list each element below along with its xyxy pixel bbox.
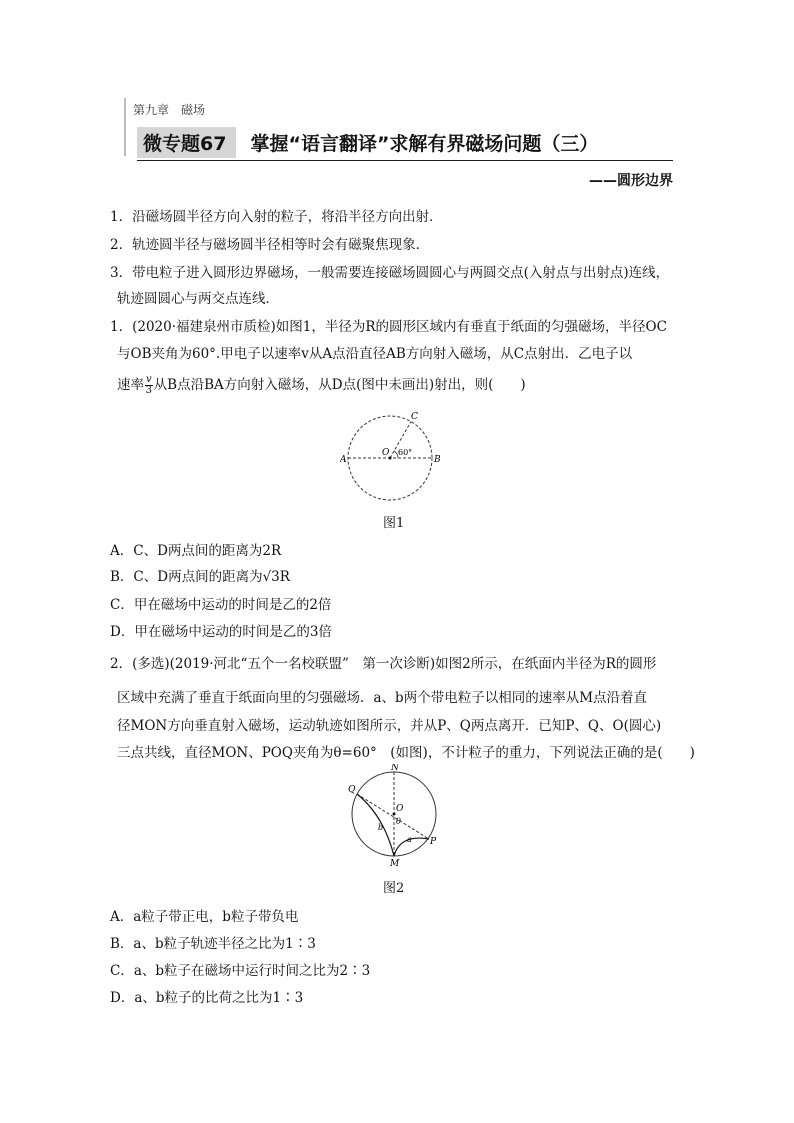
- key-point-3: 3．带电粒子进入圆形边界磁场，一般需要连接磁场圆圆心与两圆交点(入射点与出射点)连线，: [110, 265, 670, 281]
- q1-stem-line-1: 1．(2020·福建泉州市质检)如图1，半径为R的圆形区域内有垂直于纸面的匀强磁场，半径OC: [110, 319, 667, 335]
- key-point-3-cont: 轨迹圆圆心与两交点连线．: [117, 291, 279, 307]
- q2-stem-line-1: 2．(多选)(2019·河北“五个一名校联盟” 第一次诊断)如图2所示，在纸面内半径为R的圆形: [110, 656, 657, 672]
- q2-stem-line-2: 区域中充满了垂直于纸面向里的匀强磁场．a、b两个带电粒子以相同的速率从M点沿着直: [117, 690, 648, 706]
- label-p: P: [430, 837, 437, 847]
- q1-stem-line-3-suffix: 从B点沿BA方向射入磁场，从D点(图中未画出)射出，则( ): [153, 377, 526, 393]
- key-point-2: 2．轨迹圆半径与磁场圆半径相等时会有磁聚焦现象．: [110, 237, 430, 253]
- q1-stem-line-3-prefix: 速率: [117, 377, 144, 393]
- figure-2-caption: 图2: [383, 881, 405, 896]
- label-m: M: [390, 859, 400, 869]
- figure-1-caption: 图1: [383, 516, 405, 531]
- title-row: [137, 127, 598, 157]
- label-c: C: [411, 412, 418, 422]
- label-a: A: [340, 455, 347, 465]
- label-b: b: [378, 823, 384, 832]
- title-divider: [137, 160, 673, 161]
- q1-option-a: A．C、D两点间的距离为2R: [110, 543, 282, 559]
- label-b: B: [434, 455, 441, 465]
- label-o: O: [396, 804, 404, 814]
- fraction-v-over-3: [145, 375, 153, 396]
- label-theta: θ: [396, 817, 401, 826]
- q1-stem-line-2: 与OB夹角为60°.甲电子以速率v从A点沿直径AB方向射入磁场，从C点射出．乙电子以: [117, 346, 633, 362]
- q2-option-b: B．a、b粒子轨迹半径之比为1∶3: [110, 936, 316, 952]
- chapter-label: 第九章 磁场: [133, 103, 206, 117]
- q2-stem-line-4: 三点共线，直径MON、POQ夹角为θ=60° (如图)，不计粒子的重力，下列说法正确的是( ): [117, 745, 695, 761]
- q2-option-a: A．a粒子带正电，b粒子带负电: [110, 909, 299, 925]
- q1-option-d: D．甲在磁场中运动的时间是乙的3倍: [110, 624, 332, 640]
- label-a: a: [407, 835, 412, 844]
- q1-stem-line-3: [117, 373, 526, 396]
- label-angle: 60°: [398, 448, 413, 457]
- q1-option-c: C．甲在磁场中运动的时间是乙的2倍: [110, 597, 332, 613]
- label-o: O: [382, 448, 390, 458]
- topic-number-tag: 微专题67: [137, 127, 236, 158]
- header-accent-bar: [124, 98, 126, 156]
- label-n: N: [391, 764, 399, 773]
- q2-stem-line-3: 径MON方向垂直射入磁场，运动轨迹如图所示，并从P、Q两点离开．已知P、Q、O(圆心): [117, 718, 662, 734]
- figure-2-diagram: [344, 764, 444, 870]
- page-subtitle: ——圆形边界: [589, 173, 673, 189]
- figure-1-diagram: [340, 408, 450, 508]
- label-q: Q: [348, 785, 356, 795]
- q2-option-d: D．a、b粒子的比荷之比为1∶3: [110, 990, 304, 1006]
- line-poq: [357, 794, 429, 839]
- q2-option-c: C．a、b粒子在磁场中运行时间之比为2∶3: [110, 963, 371, 979]
- key-point-1: 1．沿磁场圆半径方向入射的粒子，将沿半径方向出射．: [110, 209, 443, 225]
- trajectory-b: [357, 794, 394, 856]
- page-title: 掌握“语言翻译”求解有界磁场问题（三）: [250, 132, 599, 155]
- fraction-denominator: 3: [145, 385, 153, 396]
- q1-option-b: B．C、D两点间的距离为√3R: [110, 569, 290, 585]
- fraction-numerator: v: [146, 374, 152, 385]
